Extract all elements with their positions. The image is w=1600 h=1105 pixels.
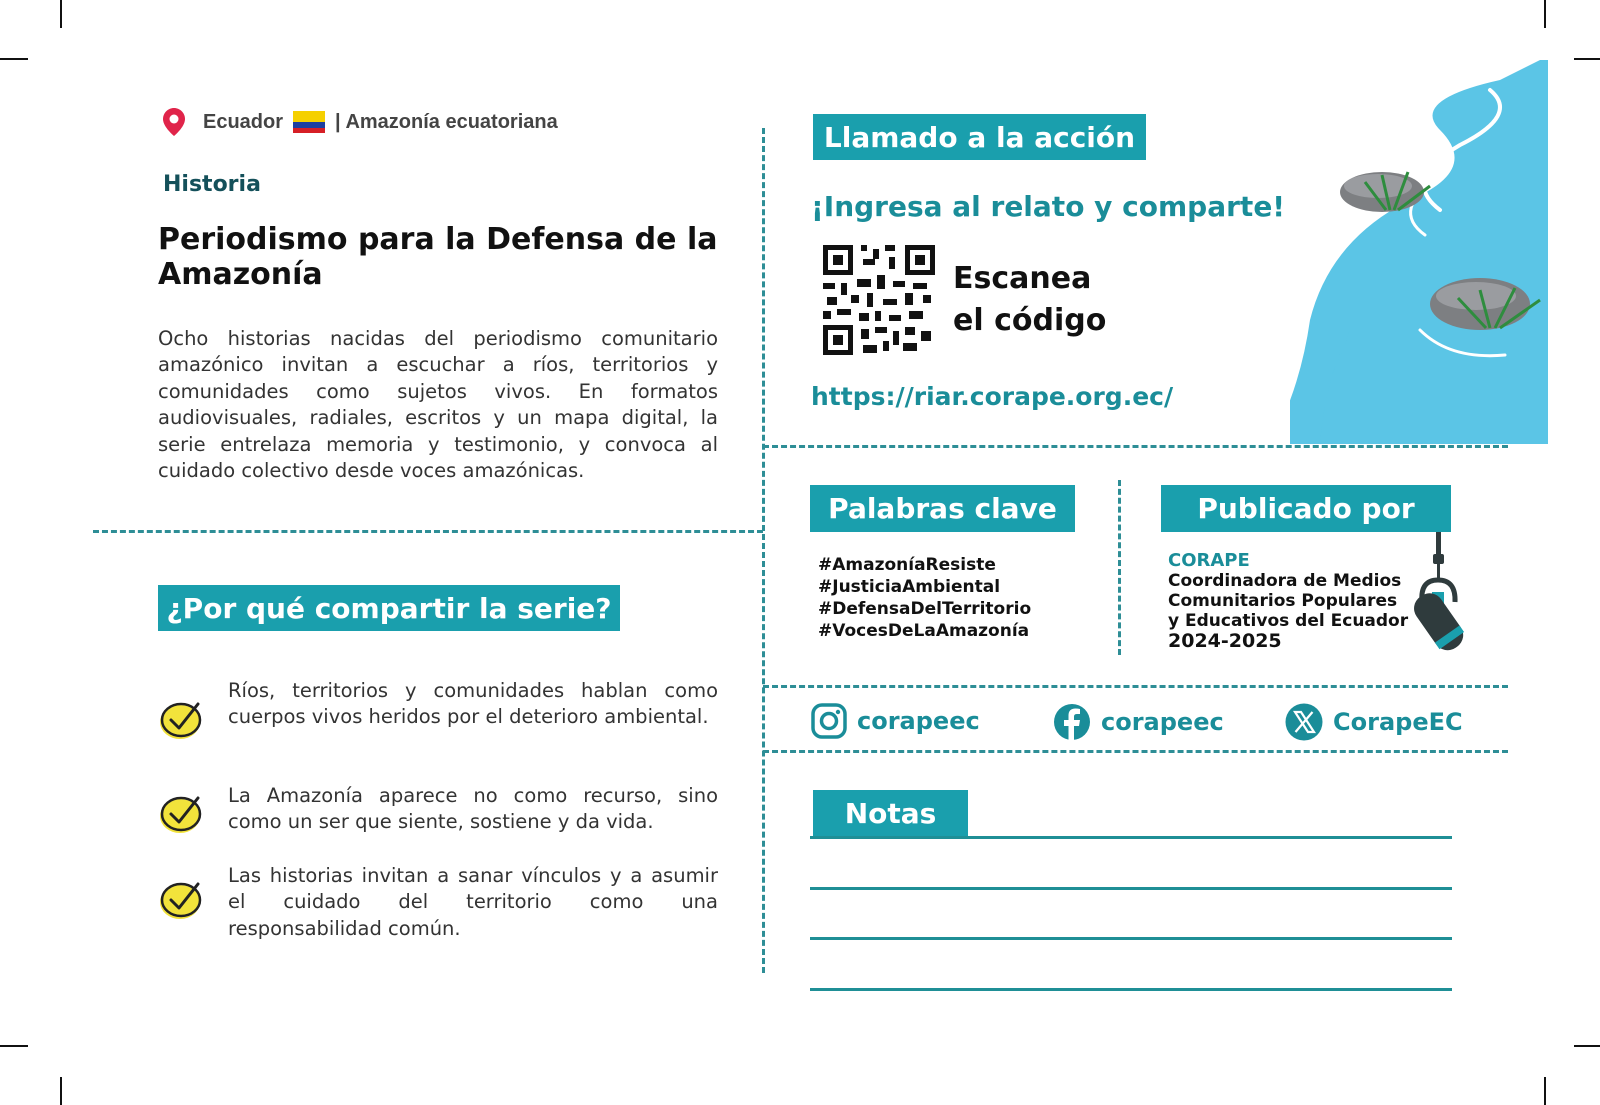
notes-line[interactable] [810, 836, 1452, 839]
reason-item: La Amazonía aparece no como recurso, sino como un ser que siente, sostiene y da vida. [228, 784, 718, 834]
crop-mark [0, 58, 28, 60]
microphone-icon [1400, 532, 1475, 657]
left-divider [93, 530, 763, 533]
crop-mark [1544, 1077, 1546, 1105]
crop-mark [1574, 58, 1600, 60]
description: Ocho historias nacidas del periodismo comunitario amazónico invitan a escuchar a ríos, territorios y comunidades como sujetos vivos. En formatos audiovisuales, radiales, escritos y un mapa digital, la serie entrelaza memoria y testimonio, y convoca al cuidado colectivo desde voces amazónicas. [158, 327, 718, 483]
publisher-line: Comunitarios Populares [1168, 591, 1398, 611]
qr-code-icon[interactable] [823, 245, 935, 355]
cta-subheading: ¡Ingresa al relato y comparte! [811, 190, 1286, 223]
location-pin-icon [163, 108, 185, 136]
keyword-item: #JusticiaAmbiental [818, 577, 1001, 597]
facebook-handle: corapeec [1101, 708, 1224, 736]
scan-instructions [953, 258, 1106, 342]
publisher-info [1168, 551, 1408, 651]
crop-mark [60, 0, 62, 28]
center-divider [762, 128, 765, 973]
location-region: | Amazonía ecuatoriana [335, 110, 558, 133]
crop-mark [1544, 0, 1546, 28]
crop-mark [60, 1077, 62, 1105]
story-link[interactable]: https://riar.corape.org.ec/ [811, 382, 1174, 411]
social-divider-top [763, 685, 1508, 688]
reason-item: Las historias invitan a sanar vínculos y a asumir el cuidado del territorio como una responsabilidad común. [228, 864, 718, 940]
facebook-icon [1053, 703, 1091, 741]
notes-line[interactable] [810, 937, 1452, 940]
keyword-item: #VocesDeLaAmazonía [818, 621, 1030, 641]
publisher-name: CORAPE [1168, 550, 1250, 571]
cta-heading: Llamado a la acción [813, 114, 1146, 160]
location-line [163, 108, 558, 136]
notes-heading: Notas [813, 790, 968, 836]
river-illustration [1290, 60, 1548, 448]
section-label: Historia [163, 172, 261, 197]
publisher-line: y Educativos del Ecuador [1168, 611, 1409, 631]
reason-item: Ríos, territorios y comunidades hablan como cuerpos vivos heridos por el deterioro ambiental. [228, 679, 718, 729]
scan-line-2: el código [953, 303, 1107, 338]
why-heading: ¿Por qué compartir la serie? [158, 585, 620, 631]
keyword-item: #DefensaDelTerritorio [818, 599, 1032, 619]
social-facebook[interactable] [1053, 703, 1224, 741]
crop-mark [1574, 1045, 1600, 1047]
social-x[interactable] [1285, 703, 1463, 741]
check-icon [158, 790, 204, 836]
social-instagram[interactable] [811, 703, 980, 739]
publisher-years: 2024-2025 [1168, 630, 1282, 652]
location-country: Ecuador [203, 110, 284, 133]
instagram-handle: corapeec [857, 707, 980, 735]
social-divider-bottom [763, 750, 1508, 753]
page-title: Periodismo para la Defensa de la Amazonía [158, 222, 718, 292]
x-handle: CorapeEC [1333, 708, 1463, 736]
notes-line[interactable] [810, 988, 1452, 991]
publisher-heading: Publicado por [1161, 485, 1451, 532]
scan-line-1: Escanea [953, 261, 1092, 296]
keywords-heading: Palabras clave [810, 485, 1075, 532]
check-icon [158, 696, 204, 742]
keywords-divider [1118, 480, 1121, 655]
check-icon [158, 876, 204, 922]
notes-line[interactable] [810, 887, 1452, 890]
publisher-line: Coordinadora de Medios [1168, 571, 1402, 591]
ecuador-flag-icon [293, 111, 325, 133]
instagram-icon [811, 703, 847, 739]
crop-mark [0, 1045, 28, 1047]
keywords-list [818, 554, 1031, 642]
x-icon [1285, 703, 1323, 741]
keyword-item: #AmazoníaResiste [818, 555, 996, 575]
